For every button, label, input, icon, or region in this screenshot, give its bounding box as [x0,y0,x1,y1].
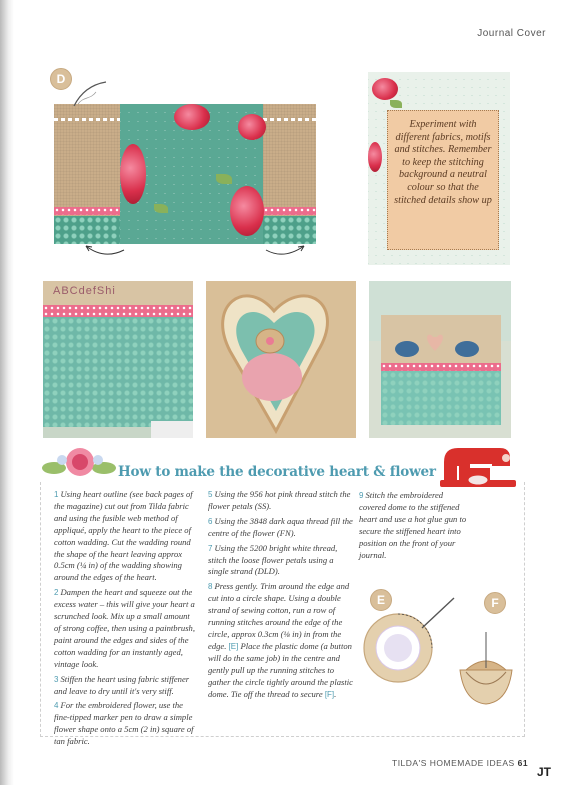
instruction-step: 2 Dampen the heart and squeeze out the excess water – this will give your heart a scrunched look. Mix up a small amount of strong coffee, then using a paintbrush, paint around the edges and sides of the cotton wadding for an instantly aged, vintage look. [54,587,195,669]
aqua-border-right [263,216,316,244]
instruction-step: 7 Using the 5200 bright white thread, stitch the loose flower petals using a single strand (DLD). [208,542,338,577]
tip-card: Experiment with different fabrics, motifs and stitches. Remember to keep the stitching background a neutral colour so that the stitched details show up [387,110,499,250]
leaf-motif [216,174,232,184]
photo-journal-cover-layout [54,104,316,244]
rose-motif [230,186,264,236]
instructions-column-2 [208,489,353,703]
instruction-step: 8 Press gently. Trim around the edge and cut into a circle shape. Using a double strand of sewing cotton, run a row of running stitches around the edge of the circle, approx 0.3cm (⅛ in) in from the edge. [E] Place the plastic dome (a button will do the same job) in the centre and gently pull up the running stitches to gather the circle tightly around the plastic dome. Tie off the thread to secure [F]. [208,581,353,699]
aqua-border-left [54,216,120,244]
arrow-left-icon [84,242,126,260]
stitch-line-left [54,118,120,121]
rose-motif [368,142,382,172]
sewing-machine-icon [430,440,520,490]
stitch-line-right [263,118,316,121]
rose-motif [120,144,146,204]
rose-motif [238,114,266,140]
pink-ribbon-left [54,207,120,215]
photo-finished-journal [369,281,511,438]
bird-motif [389,331,489,361]
step-marker-d: D [50,68,72,90]
pink-ribbon-right [263,207,316,215]
instruction-step: 4 For the embroidered flower, use the fine-tipped marker pen to draw a simple flower shape onto a 5cm (2 in) square of tan fabric. [54,700,194,747]
leaf-motif [390,100,402,108]
rose-motif [174,104,210,130]
aqua-fabric [381,371,501,425]
aqua-fabric [43,317,193,427]
corner-mark: JT [537,765,552,779]
section-label: Journal Cover [477,28,546,39]
instructions-column-3 [359,490,469,564]
rose-decoration-icon [40,442,120,482]
instruction-step: 5 Using the 956 hot pink thread stitch the flower petals (SS). [208,489,351,511]
diagram-gathering-circle [362,592,522,718]
tip-panel [368,72,510,265]
page-gutter-shadow [0,0,14,785]
instruction-step: 6 Using the 3848 dark aqua thread fill the centre of the flower (FN). [208,515,353,538]
step-marker-e: E [370,589,392,611]
step-marker-f: F [484,592,506,614]
instruction-step: 9 Stitch the embroidered covered dome to the stiffened heart and use a hot glue gun to secure the stiffened heart into position on the front of your journal. [359,490,467,560]
pink-ribbon [43,305,193,317]
arrow-right-icon [264,242,306,260]
rose-motif [372,78,398,100]
instruction-step: 1 Using heart outline (see back pages of the magazine) cut out from Tilda fabric and using the fusible web method of appliqué, apply the heart to the piece of cotton wadding. Cut the wadding round the shape of the heart leaving approx 0.5cm (¼ in) of the wadding showing around the edges of the heart. [54,489,193,583]
pink-ribbon [381,363,501,371]
photo-journal-closeup [43,281,193,438]
instructions-column-1 [54,489,196,751]
page-number: 61 [517,758,529,768]
heart-motif [206,281,356,438]
alphabet-stitching: ABCdefShi [53,285,116,297]
needle-thread-icon [70,80,110,110]
page-footer: TILDA'S HOMEMADE IDEAS 61 [392,758,529,768]
photo-heart-detail [206,281,356,438]
instruction-step: 3 Stiffen the heart using fabric stiffener and leave to dry until it's very stiff. [54,673,190,696]
howto-title: How to make the decorative heart & flower [118,464,436,480]
leaf-motif [154,204,168,213]
page-edge [151,421,193,438]
